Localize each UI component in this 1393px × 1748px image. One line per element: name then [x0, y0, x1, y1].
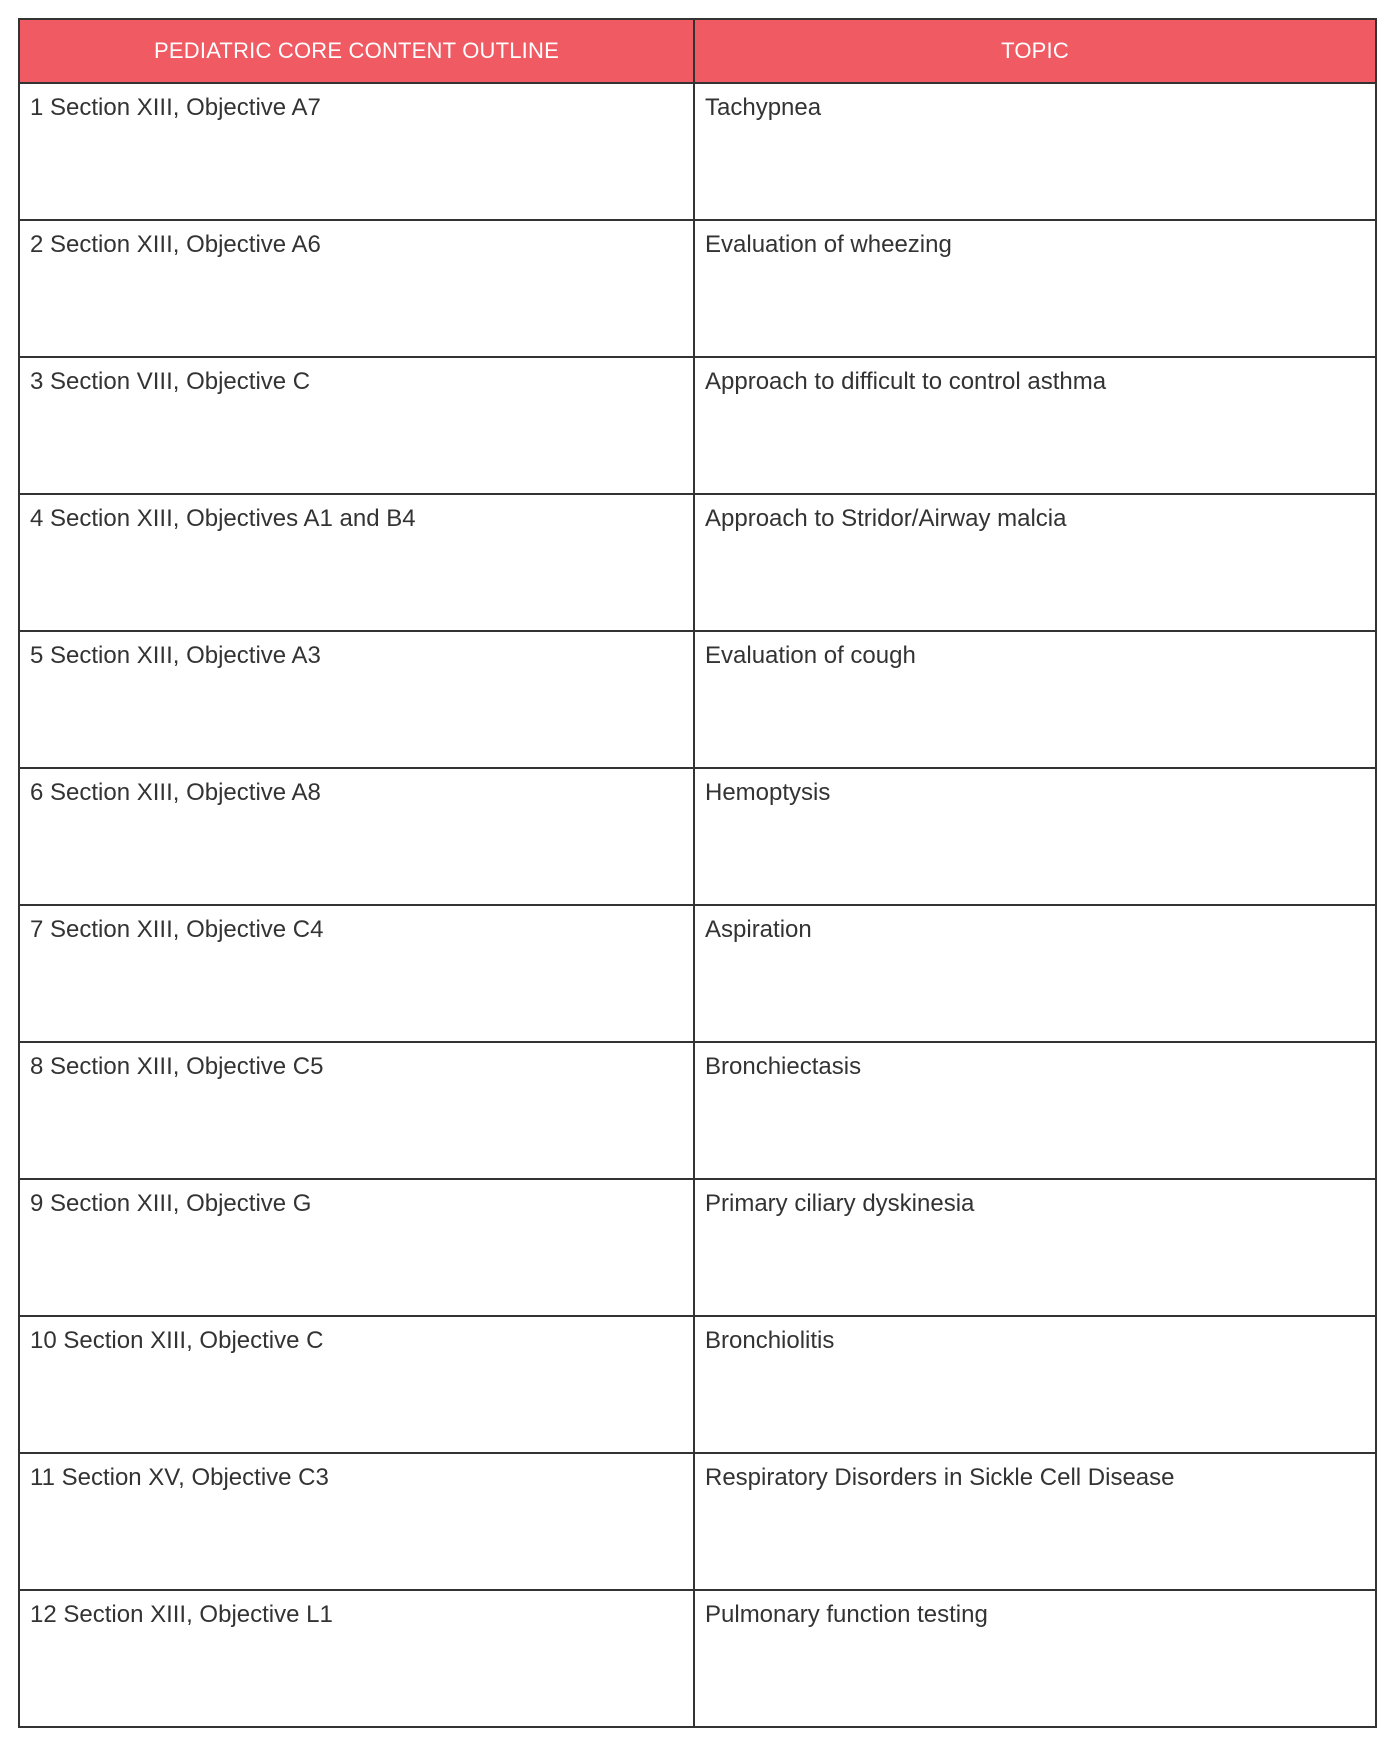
- topic-cell: Aspiration: [694, 905, 1376, 1042]
- topic-cell: Tachypnea: [694, 83, 1376, 220]
- table-row: [19, 1590, 1376, 1727]
- outline-cell: 7 Section XIII, Objective C4: [19, 905, 694, 1042]
- topic-cell: Hemoptysis: [694, 768, 1376, 905]
- topic-cell: Evaluation of wheezing: [694, 220, 1376, 357]
- outline-cell: 8 Section XIII, Objective C5: [19, 1042, 694, 1179]
- outline-cell: 1 Section XIII, Objective A7: [19, 83, 694, 220]
- header-topic: TOPIC: [694, 19, 1376, 83]
- outline-cell: 6 Section XIII, Objective A8: [19, 768, 694, 905]
- table-row: [19, 1316, 1376, 1453]
- outline-cell: 5 Section XIII, Objective A3: [19, 631, 694, 768]
- topic-cell: Primary ciliary dyskinesia: [694, 1179, 1376, 1316]
- table-row: [19, 1453, 1376, 1590]
- table-row: [19, 83, 1376, 220]
- table-row: [19, 494, 1376, 631]
- outline-cell: 12 Section XIII, Objective L1: [19, 1590, 694, 1727]
- outline-cell: 9 Section XIII, Objective G: [19, 1179, 694, 1316]
- table-row: [19, 631, 1376, 768]
- topic-cell: Approach to Stridor/Airway malcia: [694, 494, 1376, 631]
- outline-cell: 10 Section XIII, Objective C: [19, 1316, 694, 1453]
- outline-cell: 2 Section XIII, Objective A6: [19, 220, 694, 357]
- topic-cell: Respiratory Disorders in Sickle Cell Disease: [694, 1453, 1376, 1590]
- table-body: [19, 83, 1376, 1727]
- table-row: [19, 1179, 1376, 1316]
- topic-cell: Evaluation of cough: [694, 631, 1376, 768]
- outline-cell: 4 Section XIII, Objectives A1 and B4: [19, 494, 694, 631]
- table-header: [19, 19, 1376, 83]
- header-row: [19, 19, 1376, 83]
- outline-cell: 3 Section VIII, Objective C: [19, 357, 694, 494]
- table-row: [19, 768, 1376, 905]
- topic-cell: Bronchiectasis: [694, 1042, 1376, 1179]
- table-row: [19, 905, 1376, 1042]
- table-row: [19, 1042, 1376, 1179]
- table-row: [19, 357, 1376, 494]
- outline-cell: 11 Section XV, Objective C3: [19, 1453, 694, 1590]
- content-outline-table-container: [18, 18, 1375, 1728]
- topic-cell: Pulmonary function testing: [694, 1590, 1376, 1727]
- header-outline: PEDIATRIC CORE CONTENT OUTLINE: [19, 19, 694, 83]
- topic-cell: Bronchiolitis: [694, 1316, 1376, 1453]
- topic-cell: Approach to difficult to control asthma: [694, 357, 1376, 494]
- table-row: [19, 220, 1376, 357]
- content-outline-table: [18, 18, 1377, 1728]
